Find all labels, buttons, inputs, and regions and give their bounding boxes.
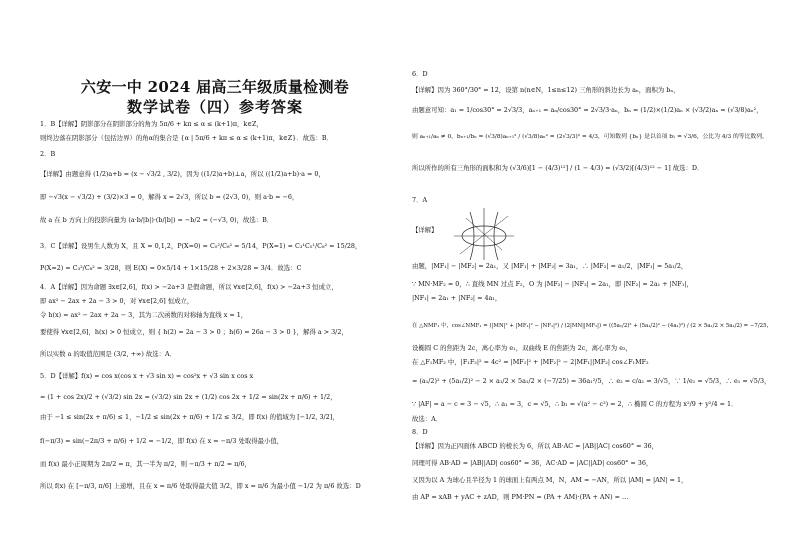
text-line: 故选：A．: [412, 415, 443, 423]
text-line: 4．A【详解】因为命题 ∃x∈[2,6]，f(x) > −2a+3 是假命题，所以 ∀x∈[2,6]，f(x) > −2a+3 恒成立，: [40, 283, 338, 291]
text-line: |NF₁| = 2a₁ + |NF₂| = 4a₁，: [412, 294, 502, 302]
text-line: 同理可得 AB·AD = |AB||AD| cos60° = 36，AC·AD = |AC||AD| cos60° = 36，: [412, 459, 653, 467]
text-line: 1．B【详解】阴影部分在阴影部分的角为 5π/6 + kπ ≤ α ≤ (k+1)π，k∈Z，: [40, 120, 263, 128]
text-line: 由 AP = xAB + yAC + zAD，则 PM·PN = (PA + AM)·(PA + AN) = …: [412, 493, 629, 501]
text-line: 所以实数 a 的取值范围是 (3/2, +∞) 故选：A．: [40, 350, 177, 358]
text-line: 即 ax² − 2ax + 2a − 3 > 0，对 ∀x∈[2,6] 恒成立，: [40, 297, 194, 305]
text-line: 要使得 ∀x∈[2,6]，h(x) > 0 恒成立，则 { h(2) = 2a − 3 > 0 ；h(6) = 26a − 3 > 0 }，解得 a > 3/2，: [40, 328, 348, 336]
text-line: 由于 −1 ≤ sin(2x + π/6) ≤ 1，−1/2 ≤ sin(2x + π/6) + 1/2 ≤ 3/2，即 f(x) 的值域为 [−1/2, 3/2]，: [40, 413, 339, 421]
text-line: 【详解】因为 360°/30° = 12，设第 n(n∈N，1≤n≤12) 三角形的斜边长为 aₙ，面积为 bₙ，: [412, 86, 680, 94]
text-line: ∵ |AF| = a − c = 3 − √5，∴ a₁ = 3，c = √5，∴ b₁ = √(a² − c²) = 2，∴ 椭圆 C 的方程为 x²/9 + y²/4 = 1．: [412, 400, 738, 408]
text-line: 所以 f(x) 在 [−π/3, π/6] 上递增，且在 x = π/6 处取得最大值 3/2，即 x = π/6 为最小值 −1/2 为 π/6 故选：D: [40, 482, 361, 490]
text-line: = (1 + cos 2x)/2 + (√3/2) sin 2x = (√3/2) sin 2x + (1/2) cos 2x + 1/2 = sin(2x + π/6) + 1/2，: [40, 393, 337, 401]
text-line: 由题意可知：a₁ = 1/cos30° = 2√3/3，aₙ₊₁ = aₙ/cos30° = 2√3/3·aₙ，bₙ = (1/2)×(1/2)aₙ × (√3/2)aₙ = (√3/8)aₙ²，: [412, 106, 763, 114]
text-line: 【详解】因为正四面体 ABCD 的棱长为 6，所以 AB·AC = |AB||AC| cos60° = 36，: [412, 442, 658, 450]
text-line: 6．D: [412, 70, 428, 78]
text-line: = (a₁/2)² + (5a₁/2)² − 2 × a₁/2 × 5a₁/2 × (−7/25) = 36a₁²/5，∴ e₂ = c/a₁ = 3/√5，∵ 1/e₁ = √5/3，∴ e₁ = √5/3，: [412, 377, 771, 385]
ellipse-hyperbola-figure: [452, 206, 516, 262]
text-line: 7．A: [412, 196, 428, 204]
text-line: P(X=2) = C₃²/C₈² = 3/28，则 E(X) = 0×5/14 + 1×15/28 + 2×3/28 = 3/4．故选：C: [40, 264, 302, 272]
text-line: 所以所作的所有三角形的面积和为 (√3/6)[1 − (4/3)¹²] / (1 − 4/3) = (√3/2)[(4/3)¹² − 1] 故选：D．: [412, 164, 704, 172]
text-line: 在 △F₁MF₂ 中，|F₁F₂|² = 4c² = |MF₁|² + |MF₂|² − 2|MF₁||MF₂| cos∠F₁MF₂: [412, 358, 649, 366]
text-line: 即 −√3(x − √3/2) + (3/2)×3 = 0，解得 x = 2√3，所以 b = (2√3, 0)，则 a·b = −6，: [40, 193, 299, 201]
text-line: 设椭圆 C 的焦距为 2c，离心率为 e₁，双曲线 E 的焦距为 2c，离心率为 e₂，: [412, 344, 632, 352]
text-line: 而 f(x) 最小正周期为 2π/2 = π，其一半为 π/2，则 −π/3 + π/2 = π/6，: [40, 460, 251, 468]
text-line: ∵ MN·MF₂ = 0，∴ 直线 MN 过点 F₂，O 为 |MF₂| − |NF₂| = 2a₁，即 |NF₂| = 2a₁ + |NF₁|，: [412, 280, 693, 288]
text-line: 令 h(x) = ax² − 2ax + 2a − 3，其为二次函数的对称轴为直线 x = 1，: [40, 311, 248, 319]
text-line: f(−π/3) = sin(−2π/3 + π/6) + 1/2 = −1/2，即 f(x) 在 x = −π/3 处取得最小值，: [40, 437, 284, 445]
page-subtitle: 数学试卷（四）参考答案: [126, 98, 303, 116]
text-line: 在 △NMF₁ 中，cos∠NMF₁ = (|MN|² + |MF₁|² − |NF₁|²) / (2|MN||MF₁|) = ((5a₁/2)² + (5a₁/2)² − (4a₁)²) / (2 × 5a₁/2 × 5a₁/2) = −7/25，: [412, 323, 772, 329]
text-line: 由题，|MF₁| − |MF₂| = 2a₁，又 |MF₁| + |MF₂| = 3a₁，∴ |MF₂| = a₁/2，|MF₁| = 5a₁/2，: [412, 262, 688, 270]
text-line: 2．B: [40, 150, 56, 158]
text-line: 则终边落在阴影部分（包括边界）的角α的集合是 {α | 5π/6 + kπ ≤ α ≤ (k+1)π，k∈Z}．故选：B．: [40, 134, 333, 142]
text-line: 又因为以 A 为球心且半径为 1 的球面上有两点 M，N，AM = −AN，所以 |AM| = |AN| = 1，: [412, 476, 688, 484]
text-line: 则 aₙ₊₁/aₙ ≠ 0，bₙ₊₁/bₙ = (√3/8)aₙ₊₁² / (√3/8)aₙ² = (2√3/3)² = 4/3，可知数列 {bₙ} 是以首项 b₁ = √3/6，公比为 4/3 的等比数列，: [412, 134, 768, 140]
text-line: 3．C【详解】设男生人数为 X，且 X = 0,1,2，P(X=0) = C₅²/C₈² = 5/14，P(X=1) = C₃¹C₅¹/C₈² = 15/28，: [40, 242, 362, 250]
text-line: 【详解】: [412, 226, 438, 234]
page-title: 六安一中 2024 届高三年级质量检测卷: [80, 78, 350, 96]
text-line: 故 a 在 b 方向上的投影向量为 (a·b/|b|)·(b/|b|) = −b/2 = (−√3, 0)，故选：B．: [40, 216, 274, 224]
text-line: 5．D【详解】f(x) = cos x(cos x + √3 sin x) = cos²x + √3 sin x cos x: [40, 372, 254, 380]
text-line: 【详解】由题意得 (1/2)a+b = (x − √3/2 , 3/2)，因为 ((1/2)a+b)⊥a，所以 ((1/2)a+b)·a = 0，: [40, 170, 325, 178]
text-line: 8．D: [412, 428, 428, 436]
